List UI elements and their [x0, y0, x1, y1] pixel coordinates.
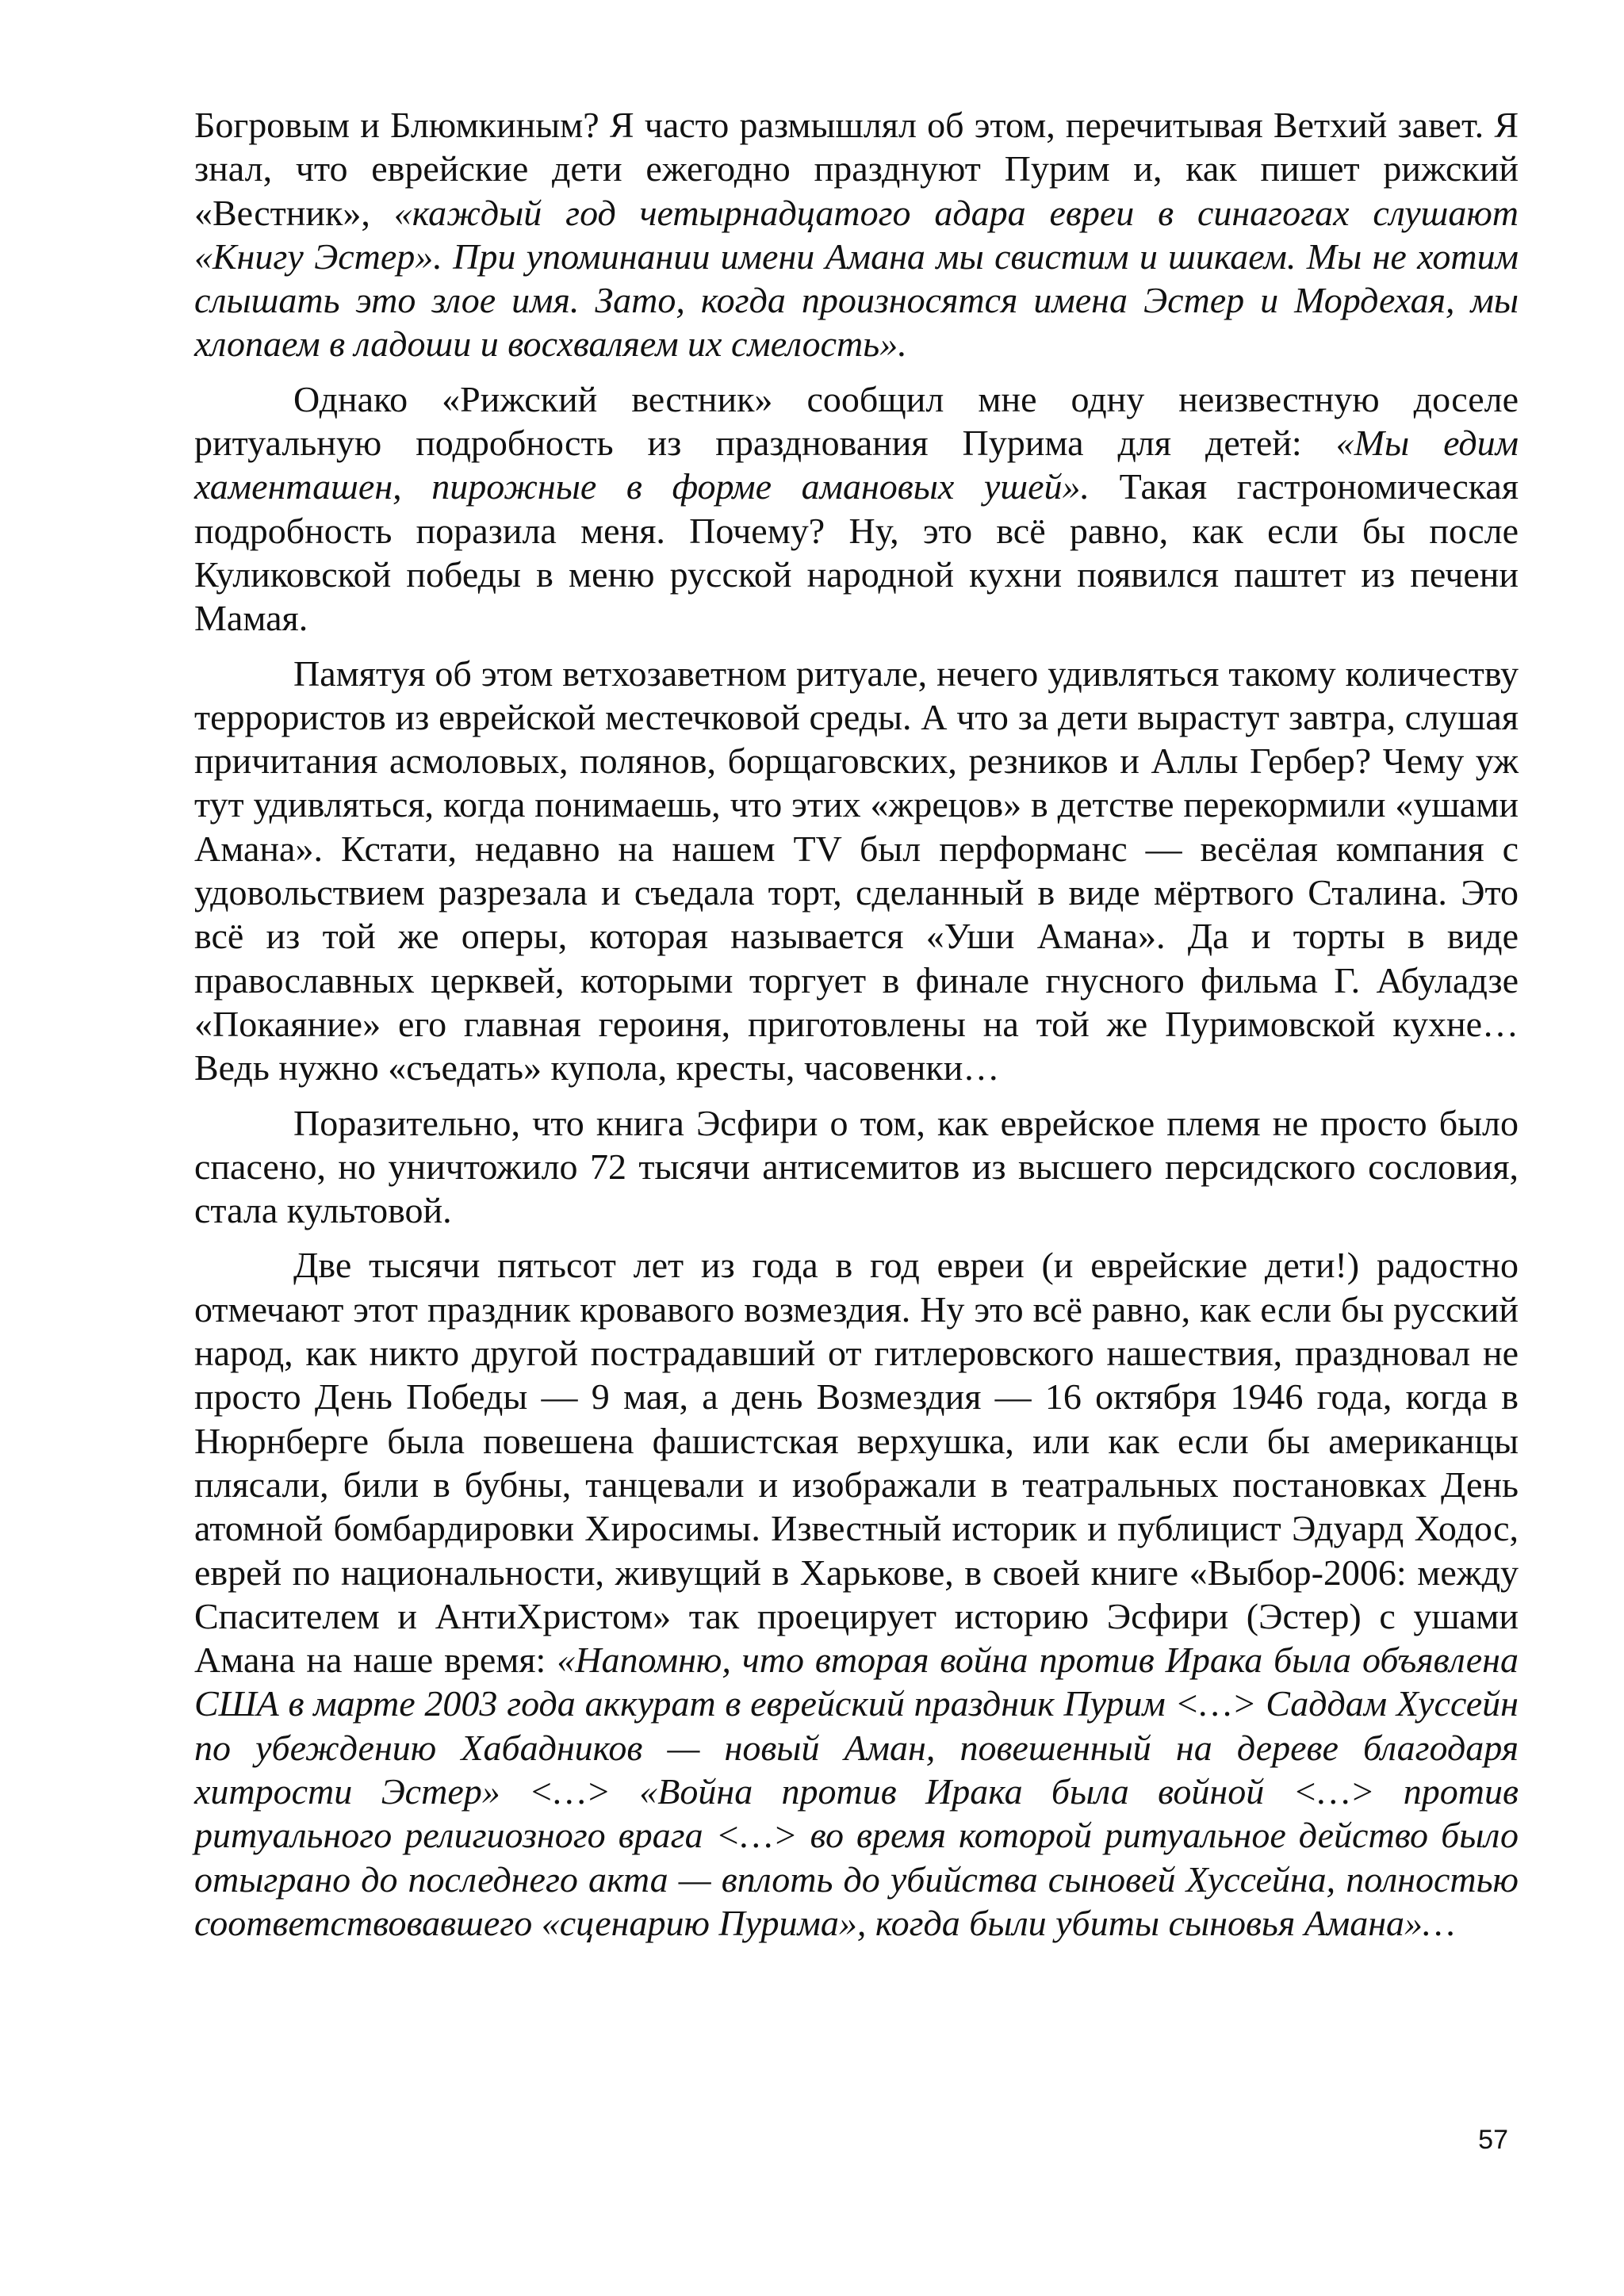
paragraph	[194, 1243, 1519, 1945]
paragraph-text: Богровым и Блюмкиным? Я часто размышлял об этом, перечитывая Ветхий завет. Я знал, что еврейские дети ежегодно празднуют Пурим и, как пишет рижский «Вестник»,	[194, 105, 1519, 233]
paragraph-text: Две тысячи пятьсот лет из года в год евреи (и еврейские дети!) радостно отмечают этот праздник кровавого возмездия. Ну это всё равно, как если бы русский народ, как никто другой пострадавший от гитлеровского нашествия, праздновал не просто День Победы — 9 мая, а день Возмездия — 16 октября 1946 года, когда в Нюрнберге была повешена фашистская верхушка, или как если бы американцы плясали, били в бубны, танцевали и изображали в театральных постановках День атомной бомбардировки Хиросимы. Известный историк и публицист Эдуард Ходос, еврей по национальности, живущий в Харькове, в своей книге «Выбор-2006: между Спасителем и АнтиХристом» так проецирует историю Эсфири (Эстер) с ушами Амана на наше время:	[194, 1245, 1519, 1681]
paragraph-text: Такая гастрономическая подробность поразила меня. Почему? Ну, это всё равно, как если бы после Куликовской победы в меню русской народной кухни появился паштет из печени Мамая.	[194, 466, 1519, 639]
paragraph-text: Поразительно, что книга Эсфири о том, как еврейское племя не просто было спасено, но уничтожило 72 тысячи антисемитов из высшего персидского сословия, стала культовой.	[194, 1102, 1519, 1231]
body-text	[194, 103, 1519, 1945]
quote-text: «Напомню, что вторая война против Ирака была объявлена США в марте 2003 года аккурат в еврейский праздник Пурим <…> Саддам Хуссейн по убеждению Хабадников — новый Аман, повешенный на дереве благодаря хитрости Эстер» <…> «Война против Ирака была войной <…> против ритуального религиозного врага <…> во время которой ритуальное действо было отыграно до последнего акта — вплоть до убийства сыновей Хуссейна, полностью соответствовавшего «сценарию Пурима», когда были убиты сыновья Амана»…	[194, 1640, 1519, 1943]
paragraph-text: Памятуя об этом ветхозаветном ритуале, нечего удивляться такому количеству террористов из еврейской местечковой среды. А что за дети вырастут завтра, слушая причитания асмоловых, полянов, борщаговских, резников и Аллы Гербер? Чему уж тут удивляться, когда понимаешь, что этих «жрецов» в детстве перекормили «ушами Амана». Кстати, недавно на нашем TV был перформанс — весёлая компания с удовольствием разрезала и съедала торт, сделанный в виде мёртвого Сталина. Это всё из той же оперы, которая называется «Уши Амана». Да и торты в виде православных церквей, которыми торгует в финале гнусного фильма Г. Абуладзе «Покаяние» его главная героиня, приготовлены на той же Пуримовской кухне… Ведь нужно «съедать» купола, кресты, часовенки…	[194, 652, 1519, 1089]
page-number: 57	[1478, 2125, 1508, 2155]
paragraph	[194, 652, 1519, 1090]
paragraph	[194, 377, 1519, 641]
quote-text: «Мы едим хаменташен, пирожные в форме амановых ушей».	[194, 423, 1519, 507]
paragraph	[194, 103, 1519, 366]
paragraph	[194, 1101, 1519, 1233]
paragraph-text: Однако «Рижский вестник» сообщил мне одну неизвестную доселе ритуальную подробность из празднования Пурима для детей:	[194, 378, 1519, 464]
quote-text: «каждый год четырнадцатого адара евреи в синагогах слушают «Книгу Эстер». При упоминании имени Амана мы свистим и шикаем. Мы не хотим слышать это злое имя. Зато, когда произносятся имена Эстер и Мордехая, мы хлопаем в ладоши и восхваляем их смелость».	[194, 192, 1519, 365]
